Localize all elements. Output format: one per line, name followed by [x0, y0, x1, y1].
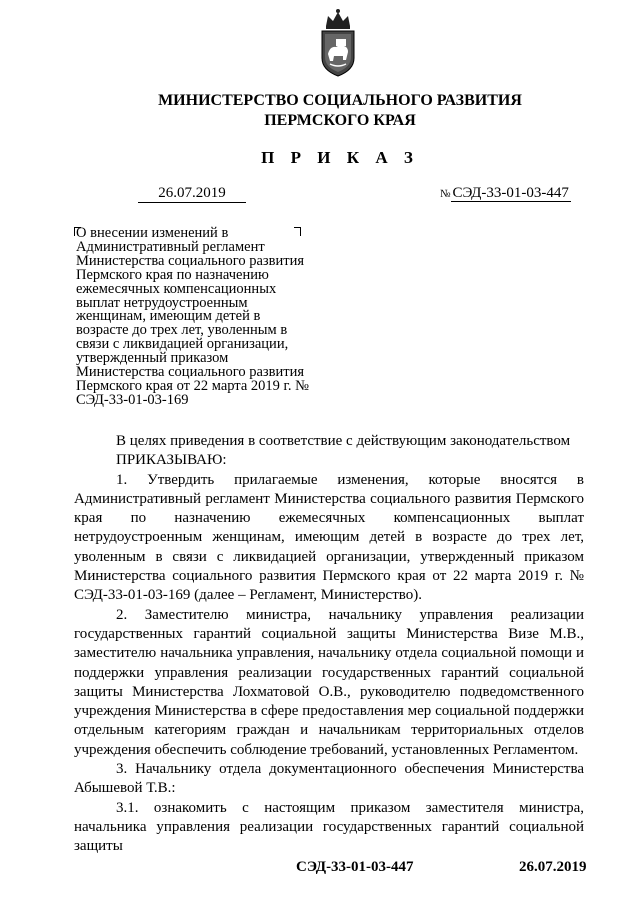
- order-number-field: [440, 184, 571, 203]
- order-title: П Р И К А З: [261, 148, 419, 167]
- order-body: [74, 432, 584, 857]
- order-subject: О внесении изменений в Административный регламент Министерства социального развития Пермского края по назначению ежемесячных компенсационных выплат нетрудоустроенным женщинам, имеющим детей в возрасте до трех лет, уволенным в связи с ликвидацией организации, утвержденный приказом Министерства социального развития Пермского края от 22 марта 2019 г. № СЭД-33-01-03-169: [76, 225, 309, 408]
- item-1-paragraph: 1. Утвердить прилагаемые изменения, которые вносятся в Административный регламент Министерства социального развития Пермского края по назначению ежемесячных компенсационных выплат нетрудоустроенным женщинам, имеющим детей в возрасте до трех лет, уволенным в связи с ликвидацией организации, утвержденный приказом Министерства социального развития Пермского края от 22 марта 2019 г. № СЭД-33-01-03-169 (далее – Регламент, Министерство).: [74, 471, 584, 604]
- footer-order-date: 26.07.2019: [519, 859, 587, 875]
- footer-order-number: СЭД-33-01-03-447: [296, 859, 414, 875]
- command-word: ПРИКАЗЫВАЮ:: [116, 452, 227, 469]
- item-3-paragraph: 3. Начальнику отдела документационного обеспечения Министерства Абышевой Т.В.:: [74, 761, 584, 797]
- number-sign: №: [440, 188, 451, 200]
- order-number: СЭД-33-01-03-447: [452, 185, 569, 201]
- coat-of-arms-emblem: [316, 6, 360, 78]
- ministry-name-line1: МИНИСТЕРСТВО СОЦИАЛЬНОГО РАЗВИТИЯ: [158, 92, 522, 109]
- order-date: 26.07.2019: [138, 184, 246, 203]
- intro-paragraph: В целях приведения в соответствие с действующим законодательством: [116, 433, 571, 449]
- item-3-1-paragraph: 3.1. ознакомить с настоящим приказом заместителя министра, начальника управления реализации государственных гарантий социальной защиты: [74, 799, 584, 855]
- ministry-name-line2: ПЕРМСКОГО КРАЯ: [264, 112, 416, 129]
- item-2-paragraph: 2. Заместителю министра, начальнику управления реализации государственных гарантий социальной защиты Министерства Визе М.В., заместителю начальника управления, начальнику отдела социальной помощи и поддержки управления реализации государственных гарантий социальной защиты Министерства Лохматовой О.В., руководителю подведомственного учреждения Министерства в сфере предоставления мер социальной поддержки отдельным категориям граждан и начальникам территориальных отделов учреждения обеспечить соблюдение требований, установленных Регламентом.: [74, 606, 584, 758]
